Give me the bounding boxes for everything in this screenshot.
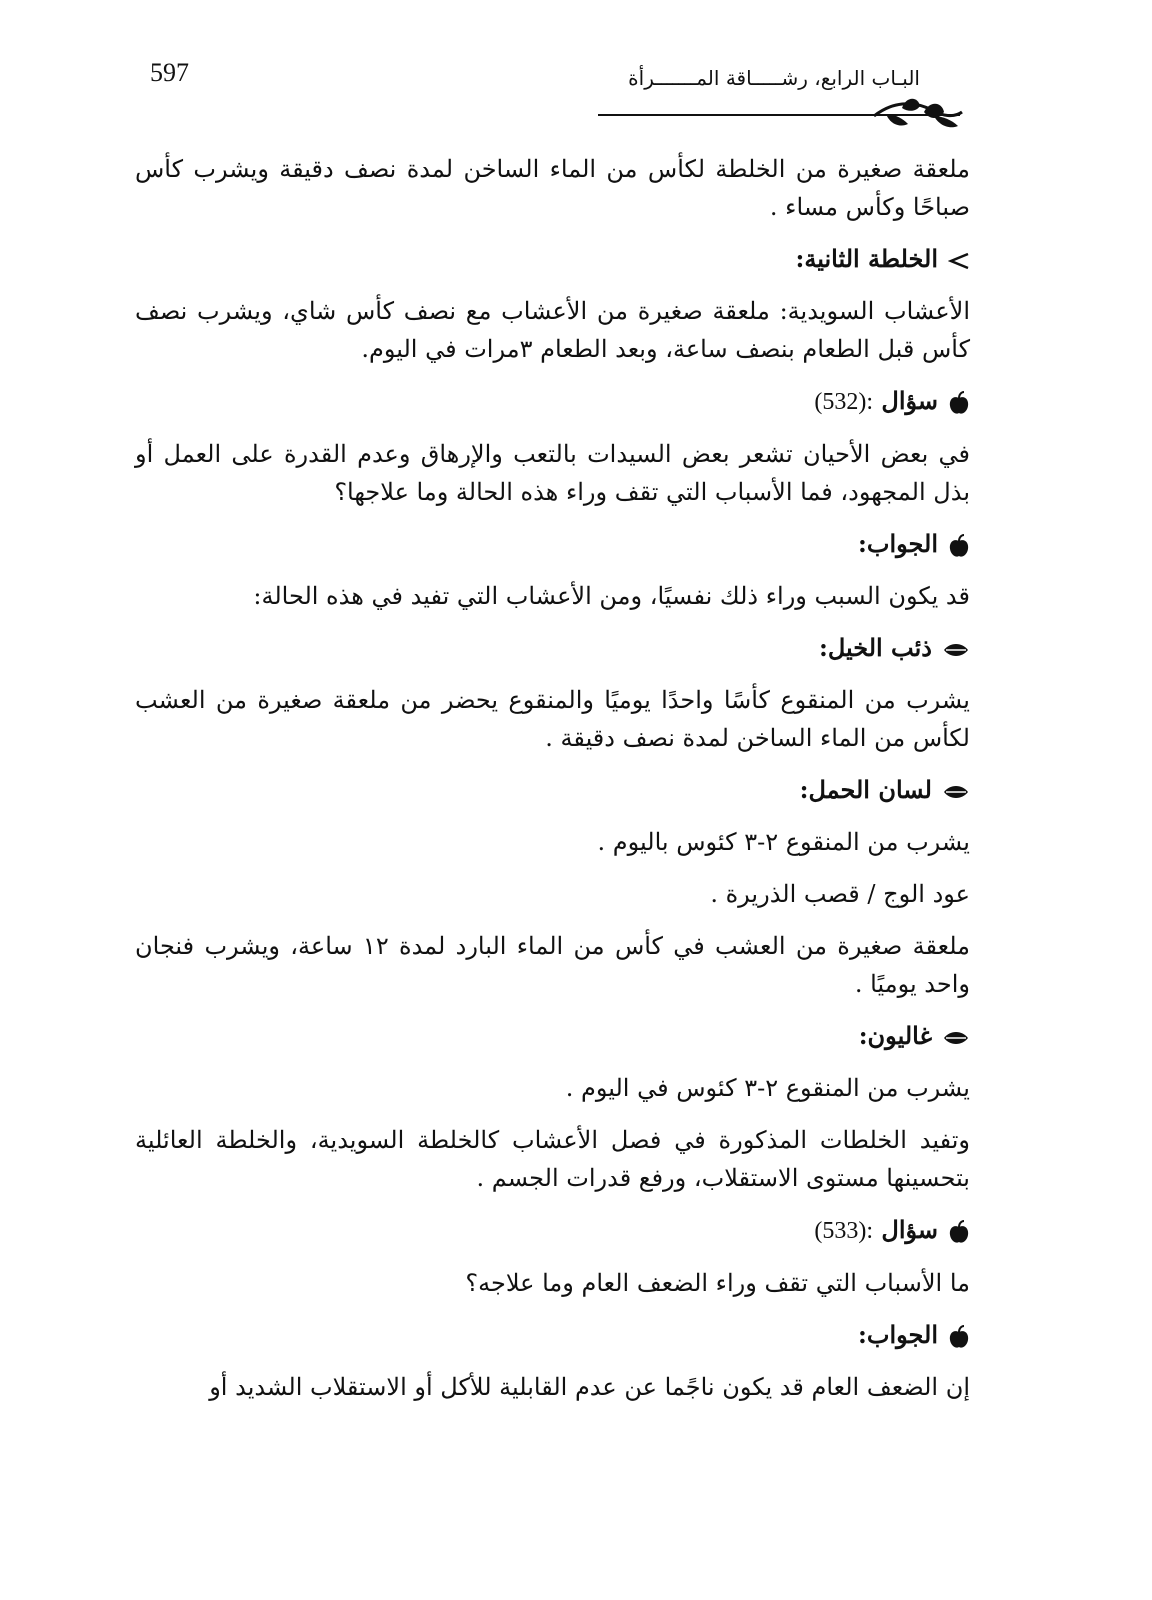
floral-ornament-icon	[872, 94, 964, 134]
apple-icon	[948, 1211, 970, 1249]
paragraph: في بعض الأحيان تشعر بعض السيدات بالتعب والإرهاق وعدم القدرة على العمل أو بذل المجهود، فما الأسباب التي تقف وراء هذه الحالة وما علاجها؟	[135, 440, 970, 506]
paragraph: عود الوج / قصب الذريرة .	[710, 880, 970, 908]
paragraph: قد يكون السبب وراء ذلك نفسيًا، ومن الأعشاب التي تفيد في هذه الحالة:	[253, 582, 970, 610]
herb-heading	[135, 629, 1015, 667]
answer-heading	[135, 525, 1015, 563]
apple-icon	[948, 1316, 970, 1354]
paragraph: ما الأسباب التي تقف وراء الضعف العام وما علاجه؟	[465, 1269, 970, 1297]
arrow-icon	[948, 240, 970, 278]
paragraph: ملعقة صغيرة من الخلطة لكأس من الماء الساخن لمدة نصف دقيقة ويشرب كأس صباحًا وكأس مساء .	[135, 155, 970, 221]
page-number: 597	[150, 58, 189, 87]
paragraph: يشرب من المنقوع ٢-٣ كئوس باليوم .	[597, 828, 970, 856]
herb-heading	[135, 771, 1015, 809]
question-number: (532):	[814, 389, 874, 415]
heading-text: الجواب:	[858, 529, 938, 558]
paragraph: يشرب من المنقوع ٢-٣ كئوس في اليوم .	[565, 1074, 970, 1102]
leaf-icon	[942, 629, 970, 667]
herb-heading	[135, 1017, 1015, 1055]
leaf-icon	[942, 1017, 970, 1055]
question-heading	[135, 382, 1015, 421]
heading-text: الجواب:	[858, 1320, 938, 1349]
question-label: سؤال	[881, 386, 938, 415]
question-label: سؤال	[881, 1215, 938, 1244]
apple-icon	[948, 525, 970, 563]
paragraph: ملعقة صغيرة من العشب في كأس من الماء البارد لمدة ١٢ ساعة، ويشرب فنجان واحد يوميًا .	[135, 932, 970, 998]
paragraph: إن الضعف العام قد يكون ناجًما عن عدم القابلية للأكل أو الاستقلاب الشديد أو	[209, 1373, 970, 1401]
heading-text: لسان الحمل:	[799, 775, 932, 804]
page-body	[135, 150, 1015, 1420]
question-heading	[135, 1211, 1015, 1250]
question-number: (533):	[814, 1218, 874, 1244]
answer-heading	[135, 1316, 1015, 1354]
heading-text: غاليون:	[858, 1021, 932, 1050]
heading-text: الخلطة الثانية:	[795, 244, 938, 273]
paragraph: يشرب من المنقوع كأسًا واحدًا يوميًا والمنقوع يحضر من ملعقة صغيرة من العشب لكأس من الماء الساخن لمدة نصف دقيقة .	[135, 686, 970, 752]
paragraph: وتفيد الخلطات المذكورة في فصل الأعشاب كالخلطة السويدية، والخلطة العائلية بتحسينها مستوى الاستقلاب، ورفع قدرات الجسم .	[135, 1126, 970, 1192]
heading-text: ذئب الخيل:	[818, 633, 932, 662]
running-header: البـاب الرابع، رشـــــاقة المـــــــرأة	[628, 66, 920, 90]
section-heading	[135, 240, 1015, 278]
paragraph: الأعشاب السويدية: ملعقة صغيرة من الأعشاب مع نصف كأس شاي، ويشرب نصف كأس قبل الطعام بنصف ساعة، وبعد الطعام ٣مرات في اليوم.	[135, 297, 970, 363]
apple-icon	[948, 382, 970, 420]
leaf-icon	[942, 771, 970, 809]
